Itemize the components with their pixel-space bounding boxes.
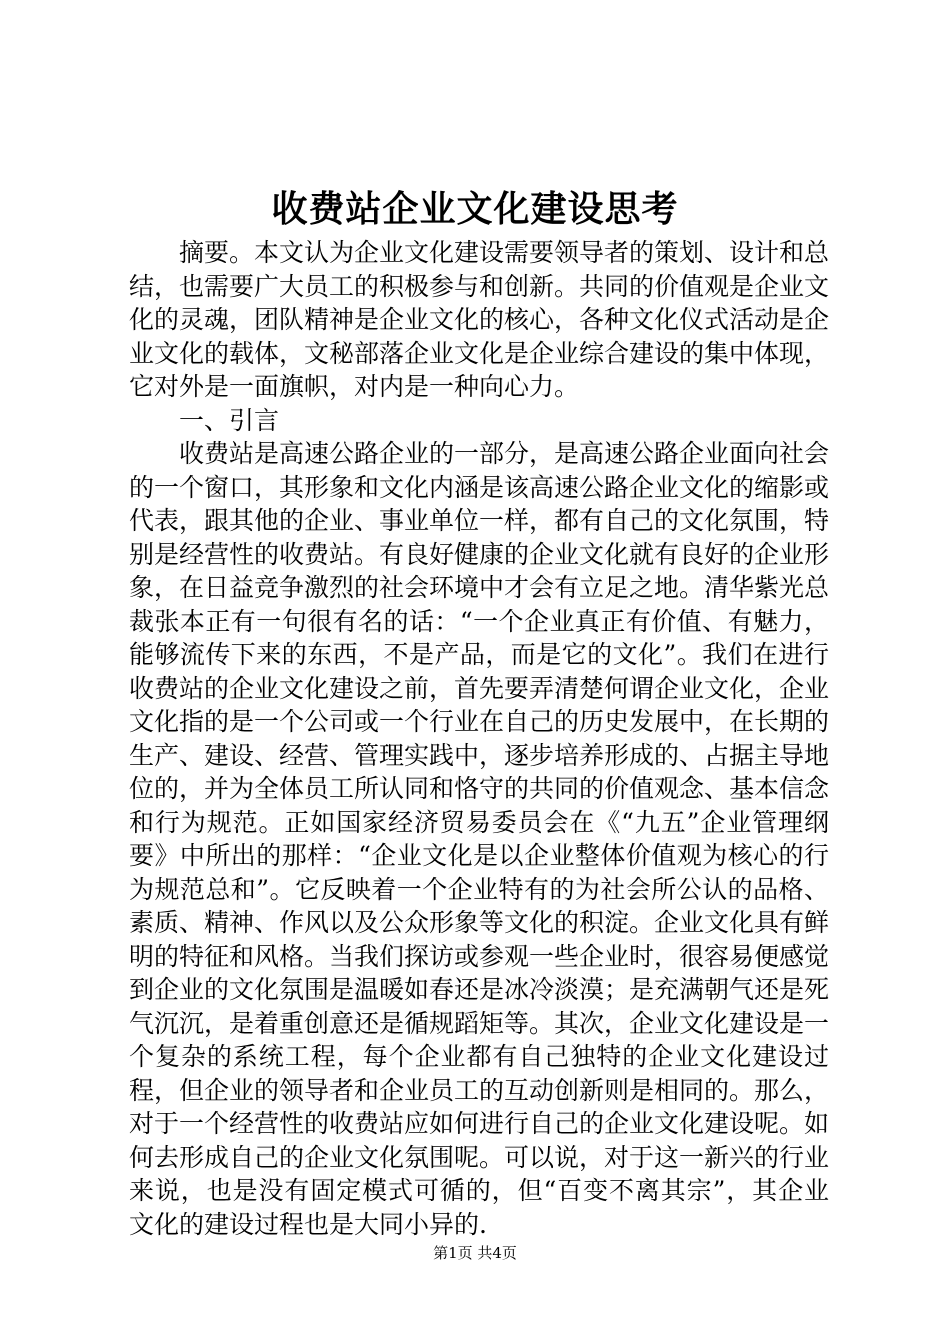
section-heading: 一、引言 [179, 405, 280, 435]
page-footer: 第1页 共4页 [433, 1244, 517, 1262]
body-paragraph: 收费站是高速公路企业的一部分，是高速公路企业面向社会的一个窗口，其形象和文化内涵是该高速公路企业文化的缩影或代表，跟其他的企业、事业单位一样，都有自己的文化氛围，特别是经营性的收费站。有良好健康的企业文化就有良好的企业形象，在日益竞争激烈的社会环境中才会有立足之地。清华紫光总裁张本正有一句很有名的话：“一个企业真正有价值、有魅力，能够流传下来的东西，不是产品，而是它的文化”。我们在进行收费站的企业文化建设之前，首先要弄清楚何谓企业文化，企业文化指的是一个公司或一个行业在自己的历史发展中，在长期的生产、建设、经营、管理实践中，逐步培养形成的、占据主导地位的，并为全体员工所认同和恪守的共同的价值观念、基本信念和行为规范。正如国家经济贸易委员会在《“九五”企业管理纲要》中所出的那样：“企业文化是以企业整体价值观为核心的行为规范总和”。它反映着一个企业特有的为社会所公认的品格、素质、精神、作风以及公众形象等文化的积淀。企业文化具有鲜明的特征和风格。当我们探访或参观一些企业时，很容易便感觉到企业的文化氛围是温暖如春还是冰冷淡漠；是充满朝气还是死气沉沉，是着重创意还是循规蹈矩等。其次，企业文化建设是一个复杂的系统工程，每个企业都有自己独特的企业文化建设过程，但企业的领导者和企业员工的互动创新则是相同的。那么，对于一个经营性的收费站应如何进行自己的企业文化建设呢。如何去形成自己的企业文化氛围呢。可以说，对于这一新兴的行业来说，也是没有固定模式可循的，但“百变不离其宗”，其企业文化的建设过程也是大同小异的. [129, 439, 830, 1239]
document-title: 收费站企业文化建设思考 [271, 188, 679, 230]
document-body [129, 236, 829, 1241]
abstract-paragraph: 摘要。本文认为企业文化建设需要领导者的策划、设计和总结，也需要广大员工的积极参与和创新。共同的价值观是企业文化的灵魂，团队精神是企业文化的核心，各种文化仪式活动是企业文化的载体，文秘部落企业文化是企业综合建设的集中体现，它对外是一面旗帜，对内是一种向心力。 [129, 238, 830, 401]
